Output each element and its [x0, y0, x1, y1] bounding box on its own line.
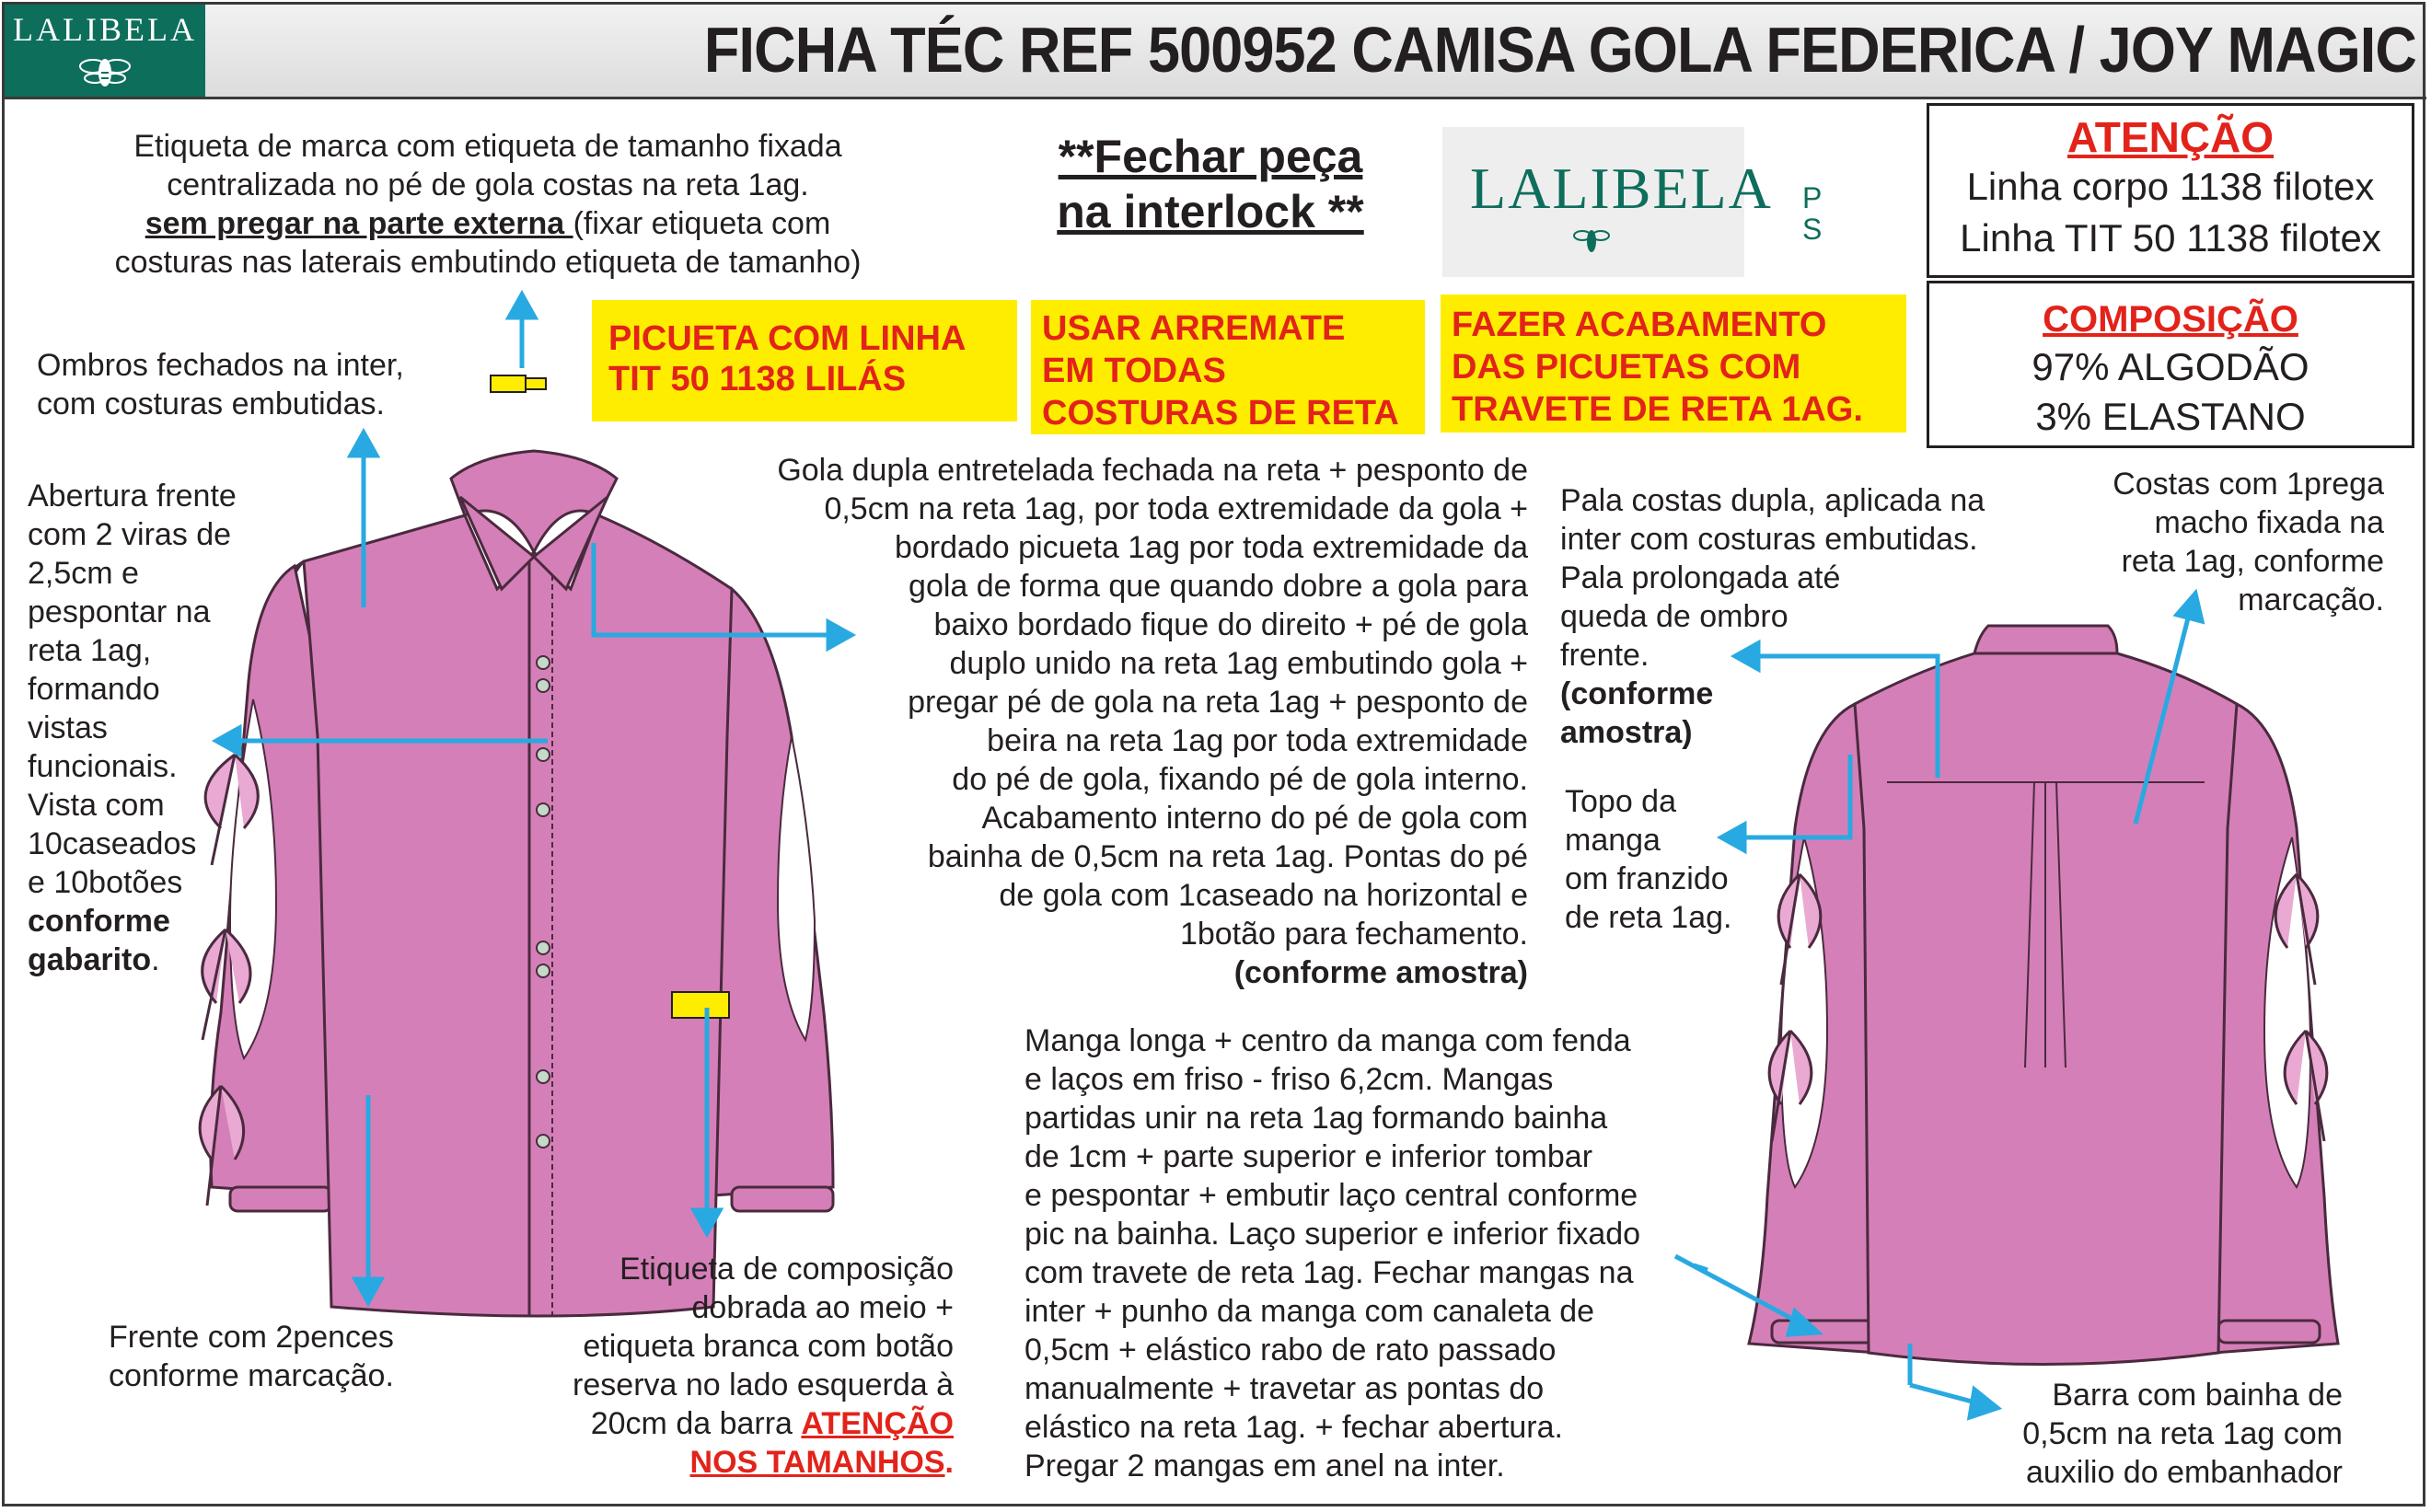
back-pleat-note: Costas com 1prega macho fixada na reta 1ag, conforme marcação.	[2113, 467, 2384, 617]
darts-note: Frente com 2pences conforme marcação.	[109, 1320, 394, 1393]
collar-note: Gola dupla entretelada fechada na reta + pesponto de 0,5cm na reta 1ag, por toda extremidade da gola + bordado picueta 1ag por toda extremidade da gola de forma que quando dobre a gola para baixo bordado fique do direito + pé de gola duplo unido na reta 1ag embutindo gola + pregar pé de gola na reta 1ag + pesponto de beira na reta 1ag por toda extremidade do pé de gola, fixando pé de gola interno. Acabamento interno do pé de gola com bainha de 0,5cm na reta 1ag. Pontas do pé de gola com 1caseado na horizontal e 1botão para fechamento. (conforme amostra)	[777, 453, 1528, 990]
bee-icon	[1573, 223, 1610, 260]
attention-box	[1927, 103, 2414, 278]
acabamento-line1: FAZER ACABAMENTO	[1452, 306, 1827, 344]
yoke-note: Pala costas dupla, aplicada na inter com costuras embutidas. Pala prolongada até queda de ombro frente. (conforme amostra)	[1560, 483, 1985, 750]
arremate-line1: USAR ARREMATE	[1042, 309, 1346, 348]
brand-label-tag	[491, 375, 526, 392]
composition-line2: 3% ELASTANO	[2035, 395, 2306, 438]
page-title: FICHA TÉC REF 500952 CAMISA GOLA FEDERICA / JOY MAGIC	[703, 14, 2416, 86]
composition-title: COMPOSIÇÃO	[2043, 299, 2298, 340]
attention-line1: Linha corpo 1138 filotex	[1966, 165, 2375, 208]
interlock-note-line1: **Fechar peça	[1058, 131, 1363, 182]
composition-box	[1927, 281, 2414, 448]
size-letter-p: P	[1802, 181, 1823, 214]
picueta-line2: TIT 50 1138 LILÁS	[608, 360, 907, 398]
sleeve-note: Manga longa + centro da manga com fenda e laços em friso - friso 6,2cm. Mangas partidas unir na reta 1ag formando bainha de 1cm + parte superior e inferior tombar e pespontar + embutir laço central conforme pic na bainha. Laço superior e inferior fixado com travete de reta 1ag. Fechar mangas na inter + punho da manga com canaleta de 0,5cm + elástico rabo de rato passado manualmente + travetar as pontas do elástico na reta 1ag. + fechar abertura. Pregar 2 mangas em anel na inter.	[1024, 1023, 1641, 1483]
front-opening-note: Abertura frente com 2 viras de 2,5cm e pespontar na reta 1ag, formando vistas funcionais. Vista com 10caseados e 10botões conforme gabarito.	[28, 479, 237, 977]
acabamento-line3: TRAVETE DE RETA 1AG.	[1452, 390, 1863, 429]
arremate-note	[1031, 300, 1425, 434]
interlock-note-line2: na interlock **	[1057, 186, 1364, 237]
acabamento-line2: DAS PICUETAS COM	[1452, 348, 1801, 387]
picueta-line1: PICUETA COM LINHA	[608, 319, 967, 358]
arremate-line2: EM TODAS	[1042, 352, 1226, 390]
composition-label-tag	[672, 992, 729, 1018]
composition-line1: 97% ALGODÃO	[2032, 345, 2309, 388]
brand-label-note: Etiqueta de marca com etiqueta de tamanho fixada centralizada no pé de gola costas na reta 1ag. sem pregar na parte externa (fixar etiqueta com costuras nas laterais embutindo etiqueta de tamanho)	[114, 129, 862, 280]
sleeve-top-note: Topo da manga om franzido de reta 1ag.	[1565, 784, 1732, 935]
brand-logo-name: LALIBELA	[1470, 156, 1773, 221]
attention-title: ATENÇÃO	[2066, 113, 2275, 161]
composition-label-note: Etiqueta de composição dobrada ao meio + etiqueta branca com botão reserva no lado esquerda à 20cm da barra ATENÇÃO NOS TAMANHOS.	[573, 1252, 954, 1480]
attention-line2: Linha TIT 50 1138 filotex	[1960, 216, 2381, 260]
arremate-line3: COSTURAS DE RETA	[1042, 394, 1399, 433]
acabamento-note	[1441, 294, 1906, 433]
size-letters	[1802, 182, 1822, 245]
interlock-note	[1026, 129, 1395, 239]
brand-name: LALIBELA	[13, 11, 197, 48]
size-letter-s: S	[1802, 213, 1823, 246]
hem-note: Barra com bainha de 0,5cm na reta 1ag com auxilio do embanhador	[2022, 1378, 2343, 1490]
picueta-note	[592, 300, 1017, 421]
shoulders-note: Ombros fechados na inter, com costuras embutidas.	[37, 348, 404, 421]
brand-logo-panel	[1442, 127, 1773, 277]
